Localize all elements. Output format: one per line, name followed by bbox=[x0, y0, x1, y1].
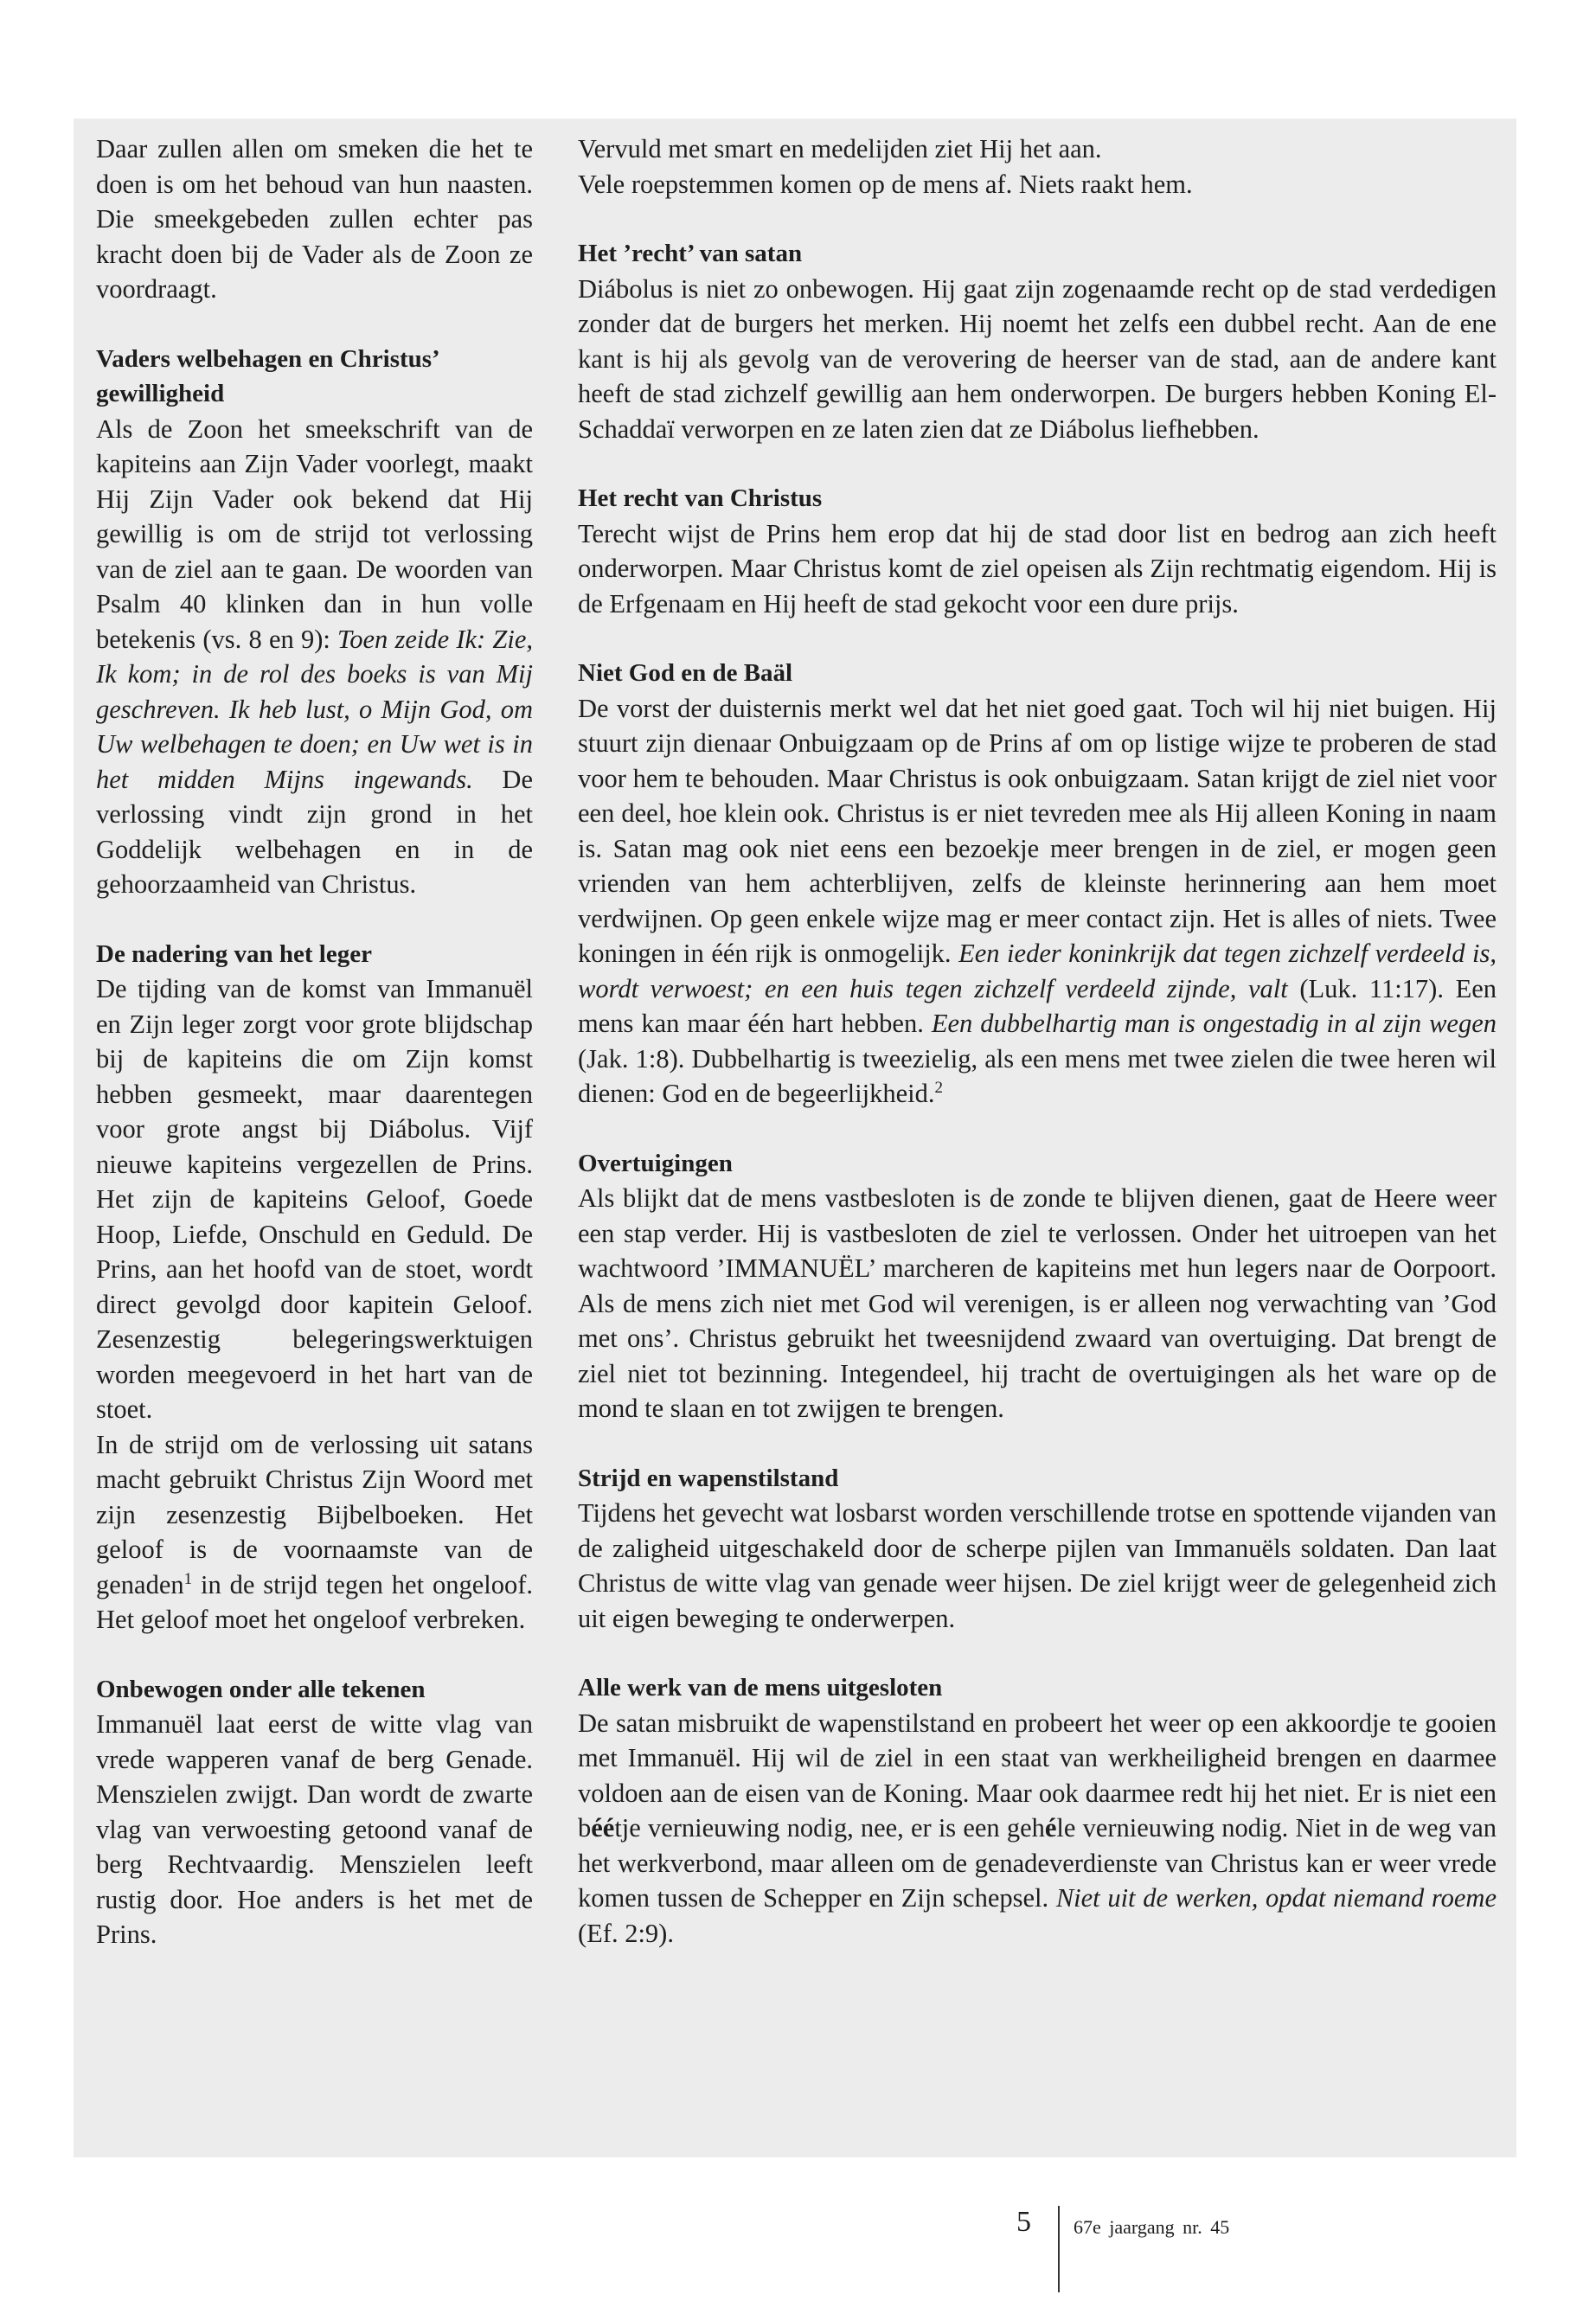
footer-divider bbox=[1058, 2206, 1060, 2292]
paragraph: De vorst der duisternis merkt wel dat het niet goed gaat. Toch wil hij niet buigen. Hij stuurt zijn dienaar Onbuigzaam op de Prins af om op listige wijze te proberen de stad voor hem te behouden. Maar Christus is ook onbuigzaam. Satan krijgt de ziel niet voor een deel, hoe klein ook. Christus is er niet tevreden mee als Hij alleen Koning in naam is. Satan mag ook niet eens een bezoekje meer brengen in de ziel, er mogen geen vrienden van hem achterblijven, zelfs de kleinste herinnering aan hem moet verdwijnen. Op geen enkele wijze mag er meer contact zijn. Het is alles of niets. Twee koningen in één rijk is onmogelijk. Een ieder koninkrijk dat tegen zichzelf verdeeld is, wordt verwoest; en een huis tegen zichzelf verdeeld zijnde, valt (Luk. 11:17). Een mens kan maar één hart hebben. Een dubbelhartig man is ongestadig in al zijn wegen (Jak. 1:8). Dubbelhartig is tweezielig, als een mens met twee zielen die twee heren wil dienen: God en de begeerlijkheid.$^2$ bbox=[578, 693, 1497, 1108]
left-column bbox=[96, 131, 533, 1952]
section-heading: Onbewogen onder alle tekenen bbox=[96, 1675, 426, 1703]
paragraph: De tijding van de komst van Immanuël en Zijn leger zorgt voor grote blijdschap bij de kapiteins die om Zijn komst hebben gesmeekt, maar daarentegen voor grote angst bij Diábolus. Vijf nieuwe kapiteins vergezellen de Prins. Het zijn de kapiteins Geloof, Goede Hoop, Liefde, Onschuld en Geduld. De Prins, aan het hoofd van de stoet, wordt direct gevolgd door kapitein Geloof. Zesenzestig belegeringswerktuigen worden meegevoerd in het hart van de stoet. bbox=[96, 974, 533, 1424]
right-column bbox=[578, 131, 1497, 1951]
paragraph: Vele roepstemmen komen op de mens af. Niets raakt hem. bbox=[578, 169, 1193, 199]
paragraph: Vervuld met smart en medelijden ziet Hij het aan. bbox=[578, 134, 1102, 163]
page-number: 5 bbox=[1016, 2206, 1031, 2238]
paragraph: Als de Zoon het smeekschrift van de kapiteins aan Zijn Vader voorlegt, maakt Hij Zijn Vader ook bekend dat Hij gewillig is om de strijd tot verlossing van de ziel aan te gaan. De woorden van Psalm 40 klinken dan in hun volle betekenis (vs. 8 en 9): Toen zeide Ik: Zie, Ik kom; in de rol des boeks is van Mij geschreven. Ik heb lust, o Mijn God, om Uw welbehagen te doen; en Uw wet is in het midden Mijns ingewands. De verlossing vindt zijn grond in het Goddelijk welbehagen en in de gehoorzaamheid van Christus. bbox=[96, 413, 533, 899]
footnote-ref: 2 bbox=[934, 1078, 943, 1097]
paragraph: Diábolus is niet zo onbewogen. Hij gaat zijn zogenaamde recht op de stad verdedigen zonder dat de burgers het merken. Hij noemt het zelfs een dubbel recht. Aan de ene kant is hij als gevolg van de verovering de heerser van de stad, aan de andere kant heeft de stad zichzelf gewillig aan hem onderworpen. De burgers hebben Koning El-Schaddaï verworpen en ze laten zien dat ze Diábolus liefhebben. bbox=[578, 273, 1497, 444]
section-heading: De nadering van het leger bbox=[96, 939, 372, 968]
journal-issue: 67e jaargang nr. 45 bbox=[1074, 2216, 1230, 2238]
paragraph: Tijdens het gevecht wat losbarst worden verschillende trotse en spottende vijanden van de zaligheid uitgeschakeld door de scherpe pijlen van Immanuëls soldaten. Dan laat Christus de witte vlag van genade weer hijsen. De ziel krijgt weer de gelegenheid zich uit eigen beweging te onderwerpen. bbox=[578, 1498, 1497, 1633]
paragraph: Terecht wijst de Prins hem erop dat hij de stad door list en bedrog aan zich heeft onderworpen. Maar Christus komt de ziel opeisen als Zijn rechtmatig eigendom. Hij is de Erfgenaam en Hij heeft de stad gekocht voor een dure prijs. bbox=[578, 518, 1497, 619]
section-heading: Vaders welbehagen en Christus’ gewilligheid bbox=[96, 344, 439, 407]
section-heading: Overtuigingen bbox=[578, 1149, 733, 1177]
paragraph: Daar zullen allen om smeken die het te doen is om het behoud van hun naasten. Die smeekgebeden zullen echter pas kracht doen bij de Vader als de Zoon ze voordraagt. bbox=[96, 134, 533, 304]
section-heading: Het ’recht’ van satan bbox=[578, 240, 803, 267]
paragraph: In de strijd om de verlossing uit satans macht gebruikt Christus Zijn Woord met zijn zesenzestig Bijbelboeken. Het geloof is de voornaamste van de genaden$^1$ in de strijd tegen het ongeloof. Het geloof moet het ongeloof verbreken. bbox=[96, 1429, 533, 1634]
page-footer bbox=[0, 2206, 1596, 2301]
paragraph: Als blijkt dat de mens vastbesloten is de zonde te blijven dienen, gaat de Heere weer een stap verder. Hij is vastbesloten de ziel te verlossen. Onder het uitroepen van het wachtwoord ’IMMANUËL’ marcheren de kapiteins met hun legers naar de Oorpoort. Als de mens zich niet met God wil verenigen, is er alleen nog verwachting van ’God met ons’. Christus gebruikt het tweesnijdend zwaard van overtuiging. Dat brengt de ziel niet tot bezinning. Integendeel, hij tracht de overtuigingen als het ware op de mond te slaan en tot zwijgen te brengen. bbox=[578, 1183, 1497, 1423]
quote: Niet uit de werken, opdat niemand roeme bbox=[1055, 1883, 1497, 1913]
quote: Een ieder koninkrijk dat tegen zichzelf verdeeld is, wordt verwoest; en een huis tegen zichzelf verdeeld zijnde, valt bbox=[578, 939, 1497, 1003]
section-heading: Het recht van Christus bbox=[578, 484, 823, 512]
footnote-ref: 1 bbox=[183, 1569, 193, 1588]
section-heading: Strijd en wapenstilstand bbox=[578, 1464, 839, 1492]
paragraph: Immanuël laat eerst de witte vlag van vrede wapperen vanaf de berg Genade. Menszielen zwijgt. Dan wordt de zwarte vlag van verwoesting getoond vanaf de berg Rechtvaardig. Menszielen leeft rustig door. Hoe anders is het met de Prins. bbox=[96, 1709, 533, 1949]
quote: Een dubbelhartig man is ongestadig in al zijn wegen bbox=[931, 1009, 1497, 1038]
quote: Toen zeide Ik: Zie, Ik kom; in de rol des boeks is van Mij geschreven. Ik heb lust, o Mijn God, om Uw welbehagen te doen; en Uw wet is in het midden Mijns ingewands. bbox=[96, 624, 533, 794]
section-heading: Alle werk van de mens uitgesloten bbox=[578, 1674, 943, 1702]
section-heading: Niet God en de Baäl bbox=[578, 659, 793, 687]
paragraph: De satan misbruikt de wapenstilstand en probeert het weer op een akkoordje te gooien met Immanuël. Hij wil de ziel in een staat van werkheiligheid brengen en daarmee voldoen aan de eisen van de Koning. Maar ook daarmee redt hij het niet. Er is niet een béétje vernieuwing nodig, nee, er is een gehéle vernieuwing nodig. Niet in de weg van het werkverbond, maar alleen om de genadeverdienste van Christus kan er weer vrede komen tussen de Schepper en Zijn schepsel. Niet uit de werken, opdat niemand roeme (Ef. 2:9). bbox=[578, 1708, 1497, 1948]
